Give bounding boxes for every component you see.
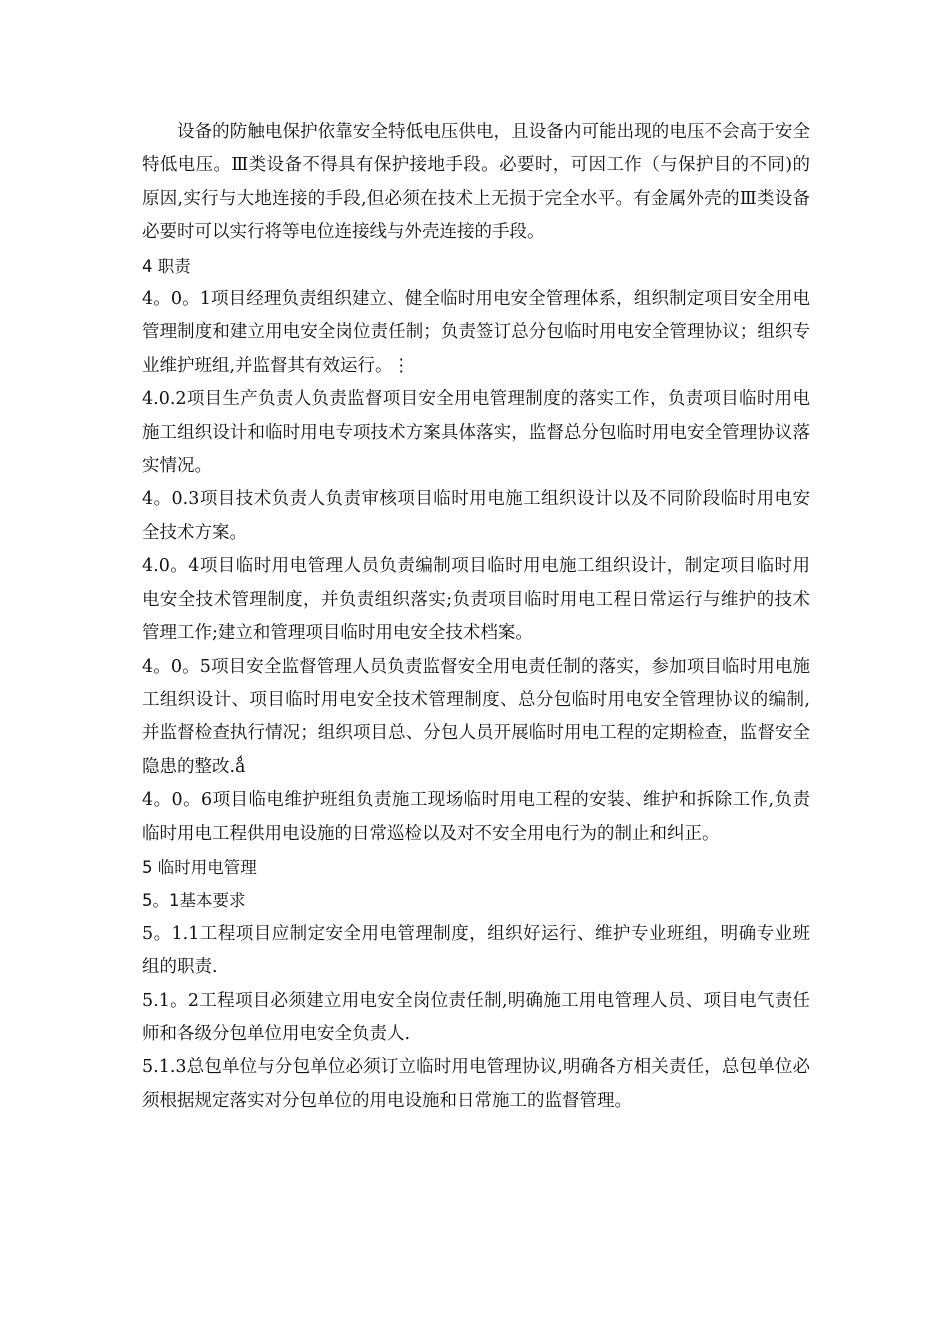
subsection-heading-basic-requirements: 5。1基本要求 — [142, 891, 246, 911]
paragraph-4-0-6: 4。0。6项目临电维护班组负责施工现场临时用电工程的安装、维护和拆除工作,负责临时用电工程供用电设施的日常巡检以及对不安全用电行为的制止和纠正。 — [142, 790, 810, 844]
document-body — [142, 116, 810, 1118]
paragraph-4-0-5: 4。0。5项目安全监督管理人员负责监督安全用电责任制的落实，参加项目临时用电施工组织设计、项目临时用电安全技术管理制度、总分包临时用电安全管理协议的编制,并监督检查执行情况；组织项目总、分包人员开展临时用电工程的定期检查，监督安全隐患的整改.ǻ — [142, 656, 810, 777]
paragraph-4-0-3: 4。0.3项目技术负责人负责审核项目临时用电施工组织设计以及不同阶段临时用电安全技术方案。 — [142, 489, 810, 543]
section-heading-responsibilities: 4 职责 — [142, 256, 191, 276]
paragraph-5-1-3: 5.1.3总包单位与分包单位必须订立临时用电管理协议,明确各方相关责任，总包单位必须根据规定落实对分包单位的用电设施和日常施工的监督管理。 — [142, 1057, 810, 1111]
paragraph-4-0-1: 4。0。1项目经理负责组织建立、健全临时用电安全管理体系，组织制定项目安全用电管理制度和建立用电安全岗位责任制；负责签订总分包临时用电安全管理协议；组织专业维护班组,并监督其有效运行。⋮ — [142, 289, 810, 376]
paragraph-class3-equipment: 设备的防触电保护依靠安全特低电压供电，且设备内可能出现的电压不会高于安全特低电压。Ⅲ类设备不得具有保护接地手段。必要时，可因工作（与保护目的不同)的原因,实行与大地连接的手段,但必须在技术上无损于完全水平。有金属外壳的Ⅲ类设备必要时可以实行将等电位连接线与外壳连接的手段。 — [142, 122, 810, 243]
paragraph-4-0-4: 4.0。4项目临时用电管理人员负责编制项目临时用电施工组织设计，制定项目临时用电安全技术管理制度，并负责组织落实;负责项目临时用电工程日常运行与维护的技术管理工作;建立和管理项目临时用电安全技术档案。 — [142, 556, 810, 644]
section-heading-temporary-power: 5 临时用电管理 — [142, 857, 257, 877]
paragraph-4-0-2: 4.0.2项目生产负责人负责监督项目安全用电管理制度的落实工作，负责项目临时用电施工组织设计和临时用电专项技术方案具体落实，监督总分包临时用电安全管理协议落实情况。 — [142, 389, 810, 477]
paragraph-5-1-2: 5.1。2工程项目必须建立用电安全岗位责任制,明确施工用电管理人员、项目电气责任师和各级分包单位用电安全负责人. — [142, 990, 810, 1044]
paragraph-5-1-1: 5。1.1工程项目应制定安全用电管理制度，组织好运行、维护专业班组，明确专业班组的职责. — [142, 923, 810, 978]
